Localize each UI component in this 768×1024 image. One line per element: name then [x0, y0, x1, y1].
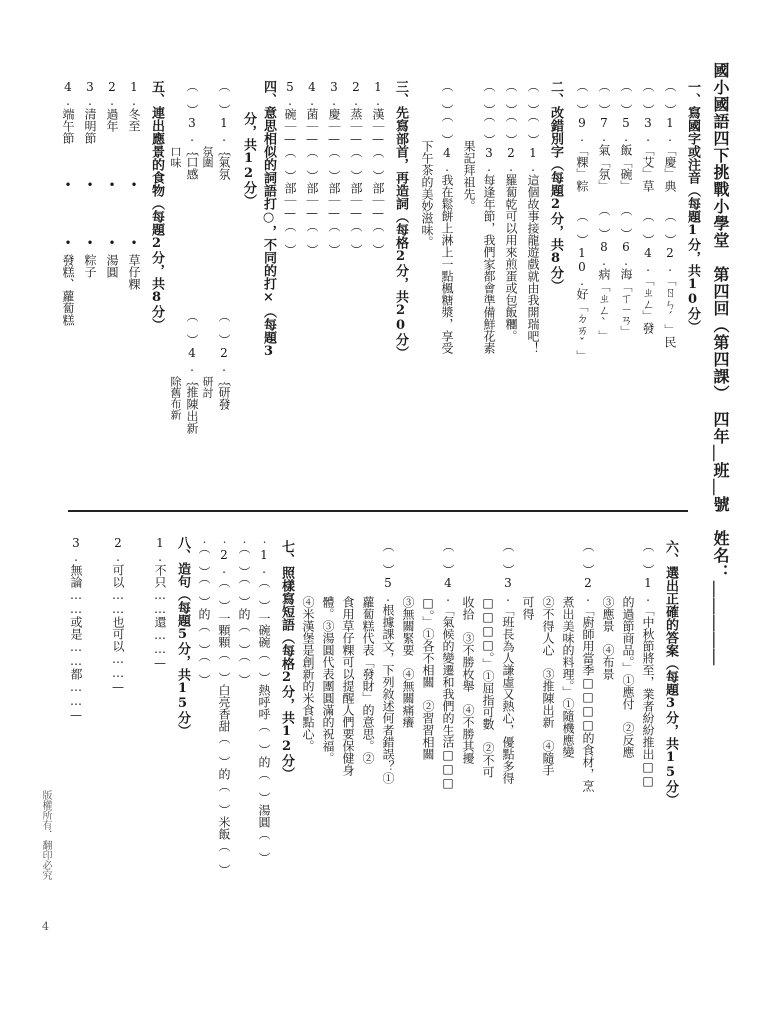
section-5-dot-left-4: • [61, 178, 75, 192]
section-7-q1a: ‧1.（ ）一碗碗（ ）熱呼呼（ ）的（ ）湯圓（ ） [257, 536, 271, 864]
section-2-q1: （ ）（ ）1.這個故事接龍遊戲就由我開瑞吧！ [526, 80, 540, 354]
section-7-q1b: ‧（ ）（ ）的（ ）（ ） [237, 536, 251, 686]
section-4-q4-alt: 除舊布新 [169, 376, 182, 420]
section-3-q1: 1.漢｜—（ ）部｜—（ ） [371, 80, 385, 256]
section-2-heading: 二、改錯別字（每題2分，共8分） [548, 80, 563, 292]
section-1-row-1: （ ）1.「慶」典 （ ）2.「ㄖㄣˊ」民 [663, 80, 677, 348]
section-1-row-3: （ ）5.飯「碗」 （ ）6.海「ㄒㄧㄢ」 [619, 80, 633, 338]
section-4-q3-alt: 口味 [169, 146, 182, 168]
section-5-left-4: 4.端午節 [61, 80, 75, 144]
section-4-q2: （ ）2.｛研發 [217, 310, 231, 410]
section-6-q3b: □□□□。」①屈指可數 ②不可 [481, 596, 495, 778]
page-number: 4 [39, 920, 52, 933]
section-4-q3: （ ）3.｛口感 [185, 80, 199, 180]
section-4-q4: （ ）4.｛推陳出新 [185, 310, 199, 434]
section-1-row-2: （ ）3.「艾」草 （ ）4.「ㄓㄥ」發 [641, 80, 655, 334]
section-6-q1c: ③應景 ④布景 [601, 596, 615, 680]
section-1-heading: 一、寫國字或注音（每題1分，共10分） [685, 80, 700, 333]
section-5-dot-right-3: • [83, 236, 97, 250]
section-5-right-2: 湯圓 [105, 254, 119, 278]
section-6-q2a: （ ）2.「廚師用當季□□□□的食材，烹 [581, 540, 595, 792]
section-3-q5: 5.碗｜—（ ）部｜—（ ） [283, 80, 297, 256]
section-5-right-1: 草仔粿 [127, 254, 141, 290]
section-4-q2-alt: 研討 [201, 376, 214, 398]
section-2-q4b: 下午茶的美妙滋味。 [420, 140, 434, 248]
section-7-heading-visible: 七、照樣寫短語（每格2分，共12分） [279, 540, 294, 780]
section-5-heading: 五、連出應景的食物（每題2分，共8分） [149, 80, 164, 331]
section-5-right-4: 發糕、蘿蔔糕 [61, 254, 75, 326]
section-4-q1-alt: 氛圍 [201, 146, 214, 168]
section-7-q2b: ‧（ ）（ ）的（ ）（ ） [197, 536, 211, 686]
section-6-q1b: 的過節商品。」①應付 ②反應 [621, 596, 635, 758]
section-6-q1a: （ ）1.「中秋節將至，業者紛紛推出□□ [641, 540, 655, 788]
section-4-heading-line-2: 分，共12分） [241, 112, 256, 207]
section-8-q1: 1.不只……還……— [153, 536, 167, 670]
section-5-dot-left-2: • [105, 178, 119, 192]
section-3-heading: 三、先寫部首，再造詞（每格2分，共20分） [393, 80, 408, 359]
section-5-left-3: 3.清明節 [83, 80, 97, 144]
section-6-q5b: 蘿蔔糕代表「發財」的意思。② [361, 596, 375, 764]
section-5-left-1: 1.冬至 [127, 80, 141, 132]
section-2-q4a: （ ）（ ）4.我在鬆餅上淋上一點楓糖漿，享受 [440, 80, 454, 354]
section-6-q2b: 煮出美味的料理。」①隨機應變 [561, 596, 575, 758]
section-3-q3: 3.慶｜—（ ）部｜—（ ） [327, 80, 341, 256]
section-5-dot-right-4: • [61, 236, 75, 250]
copyright-notice: 版權所有．翻印必究 [40, 790, 51, 880]
section-2-q3b: 果記拜祖先。 [462, 140, 476, 212]
section-4-q1: （ ）1.｛氣氛 [217, 80, 231, 180]
section-5-dot-right-2: • [105, 236, 119, 250]
section-6-q2d: 可得 [521, 596, 535, 620]
section-6-q3a: （ ）3.「班長為人謙虛又熱心，優點多得 [501, 540, 515, 784]
section-1-row-4: （ ）7.氣「氛」 （ ）8.病「ㄓㄥˋ」 [597, 80, 611, 342]
section-6-q4c: ③無關緊要 ④無關痛癢 [401, 596, 415, 728]
section-8-heading: 八、造句（每題5分，共15分） [175, 536, 190, 737]
section-8-q3: 3.無論……或是……都……— [69, 536, 83, 722]
section-6-q4b: □。」①各不相關 ②習習相關 [421, 596, 435, 760]
section-6-q3c: 收拾 ③不勝枚舉 ④不勝其擾 [461, 596, 475, 764]
section-5-left-2: 2.過年 [105, 80, 119, 132]
section-6-q5e: ④米漢堡是創新的米食點心。 [301, 596, 315, 752]
section-2-q3a: （ ）（ ）3.每逢年節，我們家都會準備鮮花素 [482, 80, 496, 354]
section-6-q5c: 食用草仔粿可以提醒人們要保健身 [341, 596, 355, 776]
page-title: 國小國語四下挑戰小學堂 第四回（第四課） 四年＿班＿號 姓名：＿＿＿＿＿ [711, 62, 730, 666]
section-6-q5d: 體。③湯圓代表團圓滿的祝福。 [321, 596, 335, 764]
section-3-q2: 2.蒸｜—（ ）部｜—（ ） [349, 80, 363, 256]
section-3-q4: 4.菌｜—（ ）部｜—（ ） [305, 80, 319, 256]
page-divider [68, 510, 688, 512]
section-2-q2: （ ）（ ）2.羅蔔乾可以用來煎蛋或包飯糰。 [504, 80, 518, 342]
section-5-dot-left-3: • [83, 178, 97, 192]
section-5-right-3: 粽子 [83, 254, 97, 278]
section-6-q2c: ②不得人心 ③推陳出新 ④隨手 [541, 596, 555, 776]
section-6-q5a: （ ）5.根據課文，下列敘述何者錯誤？① [381, 540, 395, 784]
section-5-dot-left-1: • [127, 178, 141, 192]
section-7-q2a: ‧2.（ ）一顆顆（ ）白亮香甜（ ）的（ ）米飯（ ） [217, 536, 231, 876]
section-6-heading: 六、選出正確的答案（每題3分，共15分） [663, 540, 678, 806]
section-4-heading-line-1: 四、意思相似的詞語打○，不同的打×（每題3 [261, 80, 276, 359]
section-1-row-5: （ ）9.「粿」粽 （ ）10.好「ㄉㄞˇ」 [575, 80, 589, 362]
section-8-q2: 2.可以……也可以……— [111, 536, 125, 694]
section-6-q4a: （ ）4.「氣候的變遷和我們的生活□□□ [441, 540, 455, 790]
section-5-dot-right-1: • [127, 236, 141, 250]
